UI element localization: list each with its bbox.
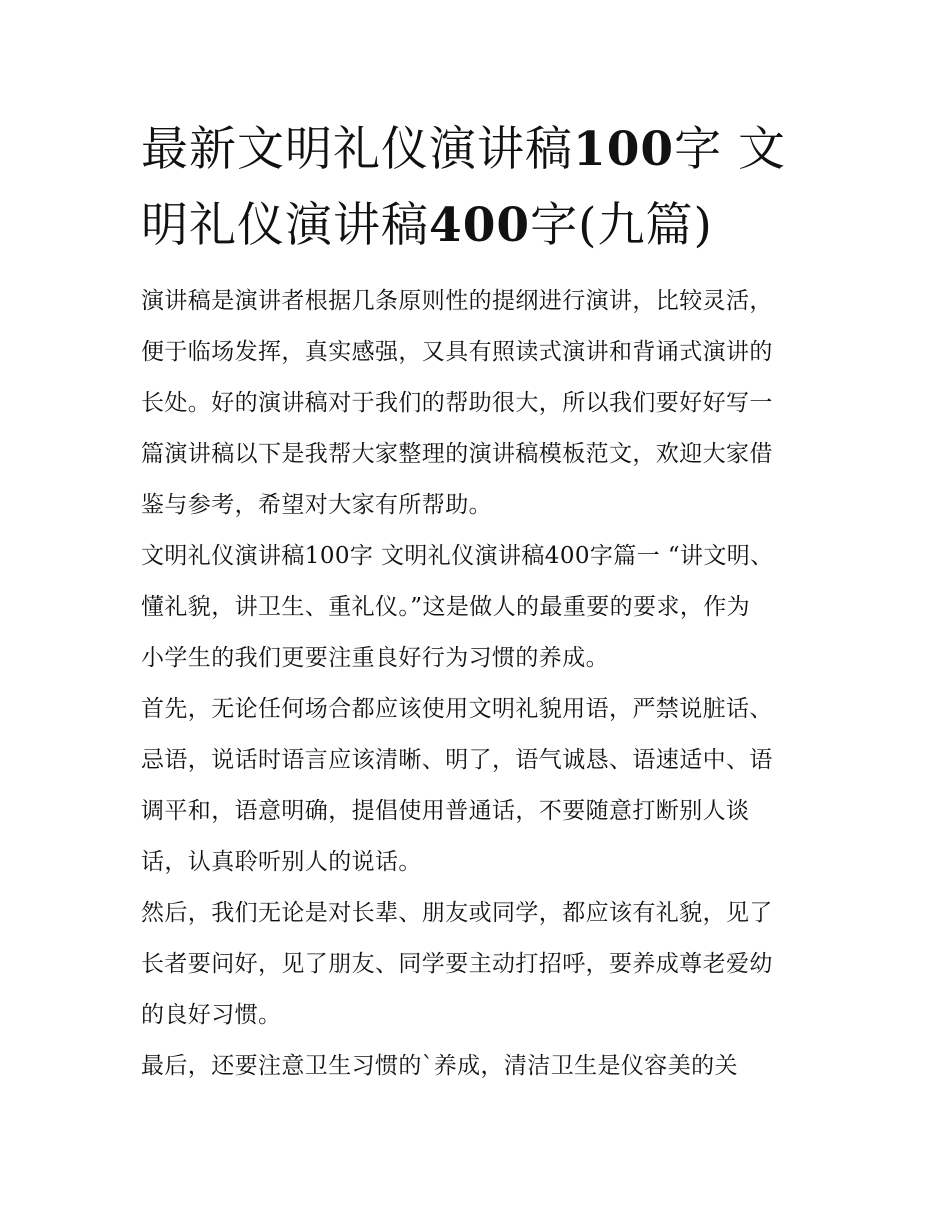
- paragraph-part-one: [141, 531, 821, 684]
- title-line: 明礼仪演讲稿400字(九篇): [141, 198, 713, 253]
- paragraph-line: 然后，我们无论是对长辈、朋友或同学，都应该有礼貌，见了: [141, 900, 773, 926]
- paragraph-finally: [141, 1041, 821, 1092]
- paragraph-line: 鉴与参考，希望对大家有所帮助。: [141, 492, 492, 518]
- paragraph-line: 调平和，语意明确，提倡使用普通话，不要随意打断别人谈: [141, 798, 750, 824]
- paragraph-line: 最后，还要注意卫生习惯的`养成，清洁卫生是仪容美的关: [141, 1053, 738, 1079]
- paragraph-line: 话，认真聆听别人的说话。: [141, 849, 422, 875]
- document-content: [141, 112, 821, 1092]
- paragraph-line: 文明礼仪演讲稿100字 文明礼仪演讲稿400字篇一 “讲文明、: [141, 543, 774, 569]
- document-body: [141, 276, 821, 1092]
- paragraph-line: 小学生的我们更要注重良好行为习惯的养成。: [141, 645, 609, 671]
- paragraph-line: 演讲稿是演讲者根据几条原则性的提纲进行演讲，比较灵活，: [141, 288, 773, 314]
- paragraph-line: 篇演讲稿以下是我帮大家整理的演讲稿模板范文，欢迎大家借: [141, 441, 773, 467]
- paragraph-intro: [141, 276, 821, 531]
- paragraph-line: 长处。好的演讲稿对于我们的帮助很大，所以我们要好好写一: [141, 390, 773, 416]
- paragraph-line: 便于临场发挥，真实感强，又具有照读式演讲和背诵式演讲的: [141, 339, 773, 365]
- paragraph-line: 懂礼貌，讲卫生、重礼仪。”这是做人的最重要的要求，作为: [141, 594, 751, 620]
- paragraph-line: 首先，无论任何场合都应该使用文明礼貌用语，严禁说脏话、: [141, 696, 773, 722]
- paragraph-line: 的良好习惯。: [141, 1002, 282, 1028]
- title-line: 最新文明礼仪演讲稿100字 文: [141, 122, 787, 177]
- paragraph-then: [141, 888, 821, 1041]
- document-title: [141, 112, 821, 264]
- paragraph-line: 忌语，说话时语言应该清晰、明了，语气诚恳、语速适中、语: [141, 747, 773, 773]
- paragraph-first: [141, 684, 821, 888]
- paragraph-line: 长者要问好，见了朋友、同学要主动打招呼，要养成尊老爱幼: [141, 951, 773, 977]
